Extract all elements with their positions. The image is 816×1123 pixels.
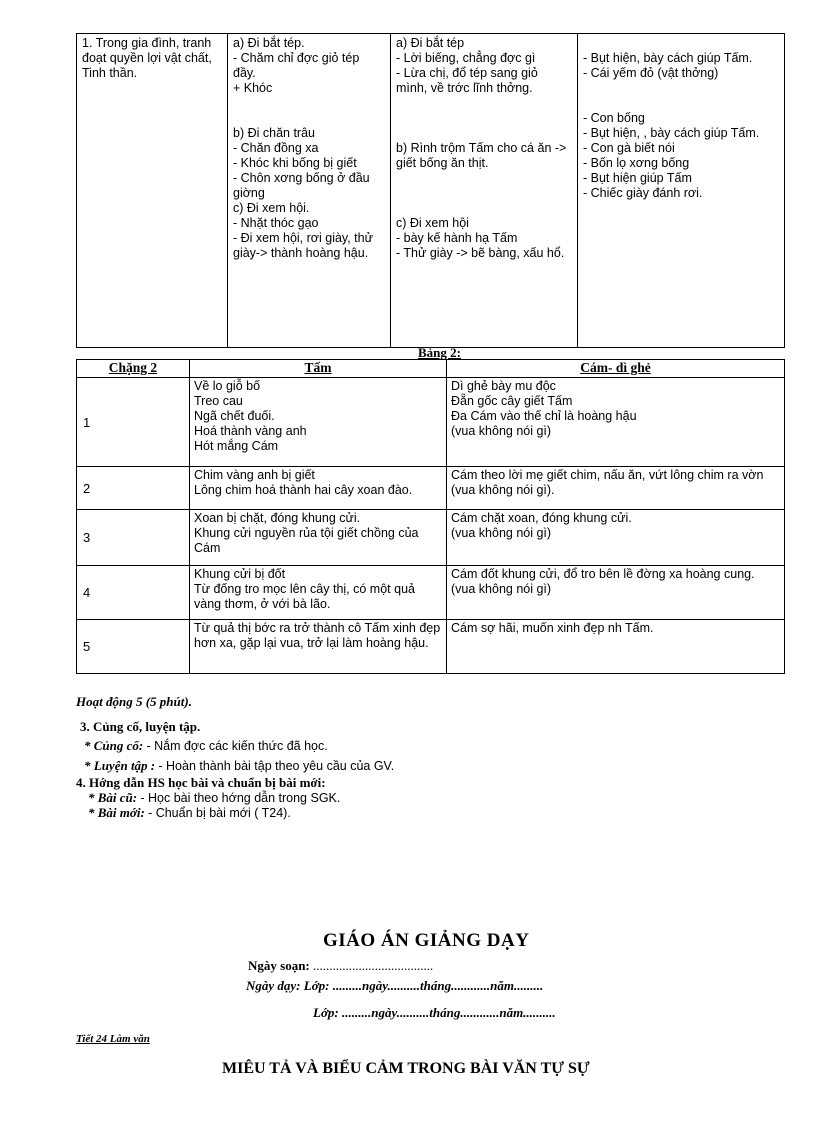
cell-line: a) Đi bắt tép. [233, 36, 305, 50]
cell-line: (vua không nói gì) [451, 582, 552, 596]
lop-line [313, 1005, 556, 1021]
luyen-tap-label: * Luyện tập : [84, 758, 156, 773]
cung-co-text: - Nắm đợc các kiến thức đã học. [146, 739, 328, 753]
cell-line: b) Rình trộm Tấm cho cá ăn -> giết bống ăn thịt. [396, 141, 567, 170]
cam-cell [447, 620, 785, 674]
cell-line: Ngã chết đuối. [194, 409, 275, 423]
bai-cu-label: * Bài cũ: [88, 790, 138, 805]
row-number: 4 [77, 566, 190, 620]
cell-line: Lông chim hoá thành hai cây xoan đào. [194, 483, 413, 497]
cell-line: - Bụt hiện, bày cách giúp Tấm. [583, 51, 753, 65]
tam-cell [190, 378, 447, 467]
cell-line: - Lừa chị, đổ tép sang giỏ mình, về trớc lĩnh thởng. [396, 66, 538, 95]
table1-col4 [578, 34, 785, 348]
row-number: 1 [77, 378, 190, 467]
bai-cu-text: - Học bài theo hớng dẫn trong SGK. [140, 791, 341, 805]
ngay-day-line [246, 978, 543, 994]
cell-line: Đẵn gốc cây giết Tấm [451, 394, 573, 408]
cell-line: - Chăn đồng xa [233, 141, 319, 155]
lesson-period: Tiết 24 Làm văn [76, 1033, 150, 1045]
cell-line: - bày kế hành hạ Tấm [396, 231, 518, 245]
table-row [77, 467, 785, 510]
cell-line: - Thử giày -> bẽ bàng, xấu hổ. [396, 246, 565, 260]
table2-caption: Bảng 2: [418, 345, 461, 360]
cell-line: Từ đống tro mọc lên cây thị, có một quả vàng thơm, ở với bà lão. [194, 582, 415, 611]
cell-line: c) Đi xem hội. [233, 201, 310, 215]
tam-cell [190, 510, 447, 566]
ngay-day-value: .........ngày..........tháng............năm......... [332, 978, 544, 993]
luyen-tap-line [84, 758, 394, 774]
cell-line: - Chăm chỉ đợc giỏ tép đầy. [233, 51, 360, 80]
cell-line: Cám theo lời mẹ giết chim, nấu ăn, vứt lông chim ra vờn (vua không nói gì). [451, 468, 764, 497]
cell-line: - Bốn lọ xơng bống [583, 156, 690, 170]
cell-line: b) Đi chăn trâu [233, 126, 315, 140]
cell-line: c) Đi xem hội [396, 216, 469, 230]
table1-col1 [77, 34, 228, 348]
bai-moi-label: * Bài mới: [88, 805, 145, 820]
activity-5-heading [76, 694, 192, 710]
row-number: 2 [77, 467, 190, 510]
cung-co-title: 3. Củng cố, luyện tập. [80, 719, 201, 734]
cell-line: - Chôn xơng bống ở đầu giờng [233, 171, 370, 200]
cell-line: - Cái yếm đỏ (vật thởng) [583, 66, 719, 80]
cell-line: Treo cau [194, 394, 243, 408]
cell-line: Khung cửi bị đốt [194, 567, 286, 581]
cam-cell [447, 566, 785, 620]
lesson-subtitle: MIÊU TẢ VÀ BIỂU CẢM TRONG BÀI VĂN TỰ SỰ [222, 1060, 590, 1077]
tam-cell [190, 467, 447, 510]
cell-line: Hót mắng Cám [194, 439, 279, 453]
cell-line: - Chiếc giày đánh rơi. [583, 186, 703, 200]
bai-moi-line [88, 805, 291, 821]
ngay-soan-line [248, 958, 433, 974]
cell-line: Cám đốt khung cửi, đổ tro bên lề đờng xa hoàng cung. [451, 567, 755, 581]
huong-dan-title: 4. Hớng dẫn HS học bài và chuẩn bị bài mới: [76, 775, 326, 790]
cung-co-label: * Củng cố: [84, 738, 144, 753]
table-row [77, 566, 785, 620]
lop-value: .........ngày..........tháng............năm.......... [342, 1005, 556, 1020]
cell-line: a) Đi bắt tép [396, 36, 465, 50]
table-header-row [77, 360, 785, 378]
cell-line: Đa Cám vào thế chỉ là hoàng hậu [451, 409, 637, 423]
cell-line: + Khóc [233, 81, 273, 95]
cell-line: Hoá thành vàng anh [194, 424, 307, 438]
cell-line: Dì ghẻ bày mu độc [451, 379, 556, 393]
ngay-day-label: Ngày dạy: Lớp: [246, 978, 330, 993]
activity-5-time: (5 phút). [145, 694, 192, 709]
cell-line: Xoan bị chặt, đóng khung cửi. [194, 511, 361, 525]
cell-line: Chim vàng anh bị giết [194, 468, 315, 482]
cell-line: - Khóc khi bống bị giết [233, 156, 357, 170]
table1-col3 [391, 34, 578, 348]
table-row [77, 510, 785, 566]
table-row [77, 378, 785, 467]
bai-moi-text: - Chuẩn bị bài mới ( T24). [148, 806, 291, 820]
cell-line: - Con bống [583, 111, 645, 125]
cell-line: - Con gà biết nói [583, 141, 675, 155]
row-number: 3 [77, 510, 190, 566]
tam-cell [190, 620, 447, 674]
cell-line: Về lo giỗ bố [194, 379, 261, 393]
table-row [77, 620, 785, 674]
cell-line: Từ quả thị bớc ra trở thành cô Tấm xinh đẹp hơn xa, gặp lại vua, trở lại làm hoàng hậu. [194, 621, 441, 650]
row-number: 5 [77, 620, 190, 674]
cell-line: Cám sợ hãi, muốn xinh đẹp nh Tấm. [451, 621, 654, 635]
activity-5-label: Hoạt động 5 [76, 694, 143, 709]
cell-line: Khung cửi nguyền rủa tội giết chồng của Cám [194, 526, 419, 555]
table1-col1-text: 1. Trong gia đình, tranh đoạt quyền lợi vật chất, Tinh thần. [82, 36, 212, 80]
table-2 [76, 359, 785, 674]
table-1 [76, 33, 785, 348]
column-header: Chặng 2 [77, 360, 190, 378]
cam-cell [447, 510, 785, 566]
column-header: Tấm [190, 360, 447, 378]
ngay-soan-value: ..................................... [313, 958, 434, 973]
cell-line: - Đi xem hội, rơi giày, thử giày-> thành hoàng hậu. [233, 231, 373, 260]
cell-line: - Nhặt thóc gạo [233, 216, 319, 230]
bai-cu-line [88, 790, 340, 806]
cell-line: (vua không nói gì) [451, 526, 552, 540]
table-row [77, 34, 785, 348]
cell-line: - Lời biếng, chẳng đợc gì [396, 51, 536, 65]
ngay-soan-label: Ngày soạn: [248, 958, 310, 973]
luyen-tap-text: - Hoàn thành bài tập theo yêu cầu của GV. [158, 759, 395, 773]
tam-cell [190, 566, 447, 620]
lesson-title: GIÁO ÁN GIẢNG DẠY [323, 930, 530, 951]
cell-line: (vua không nói gì) [451, 424, 552, 438]
table1-col2 [228, 34, 391, 348]
cell-line: Cám chặt xoan, đóng khung cửi. [451, 511, 632, 525]
column-header: Cám- dì ghẻ [447, 360, 785, 378]
cell-line: - Bụt hiện, , bày cách giúp Tấm. [583, 126, 760, 140]
cam-cell [447, 467, 785, 510]
lop-label: Lớp: [313, 1005, 339, 1020]
cam-cell [447, 378, 785, 467]
cung-co-line [84, 738, 328, 754]
cell-line: - Bụt hiện giúp Tấm [583, 171, 692, 185]
